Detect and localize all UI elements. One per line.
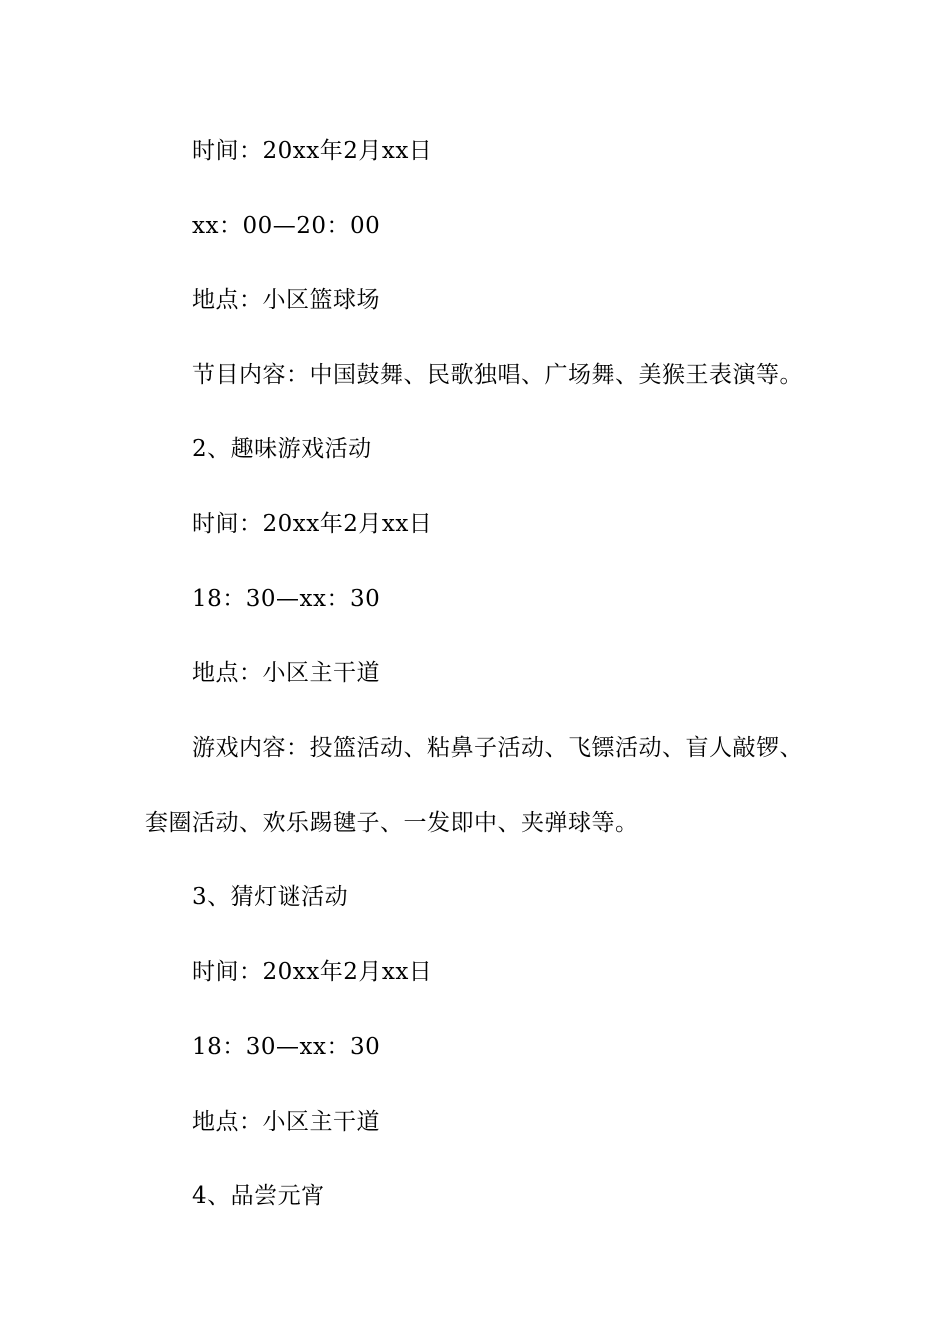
event-1-program-content: 节目内容：中国鼓舞、民歌独唱、广场舞、美猴王表演等。 <box>192 362 803 388</box>
event-2-time-date: 时间：20xx年2月xx日 <box>192 511 433 537</box>
event-3-time-date: 时间：20xx年2月xx日 <box>192 959 433 985</box>
event-2-game-content: 游戏内容：投篮活动、粘鼻子活动、飞镖活动、盲人敲锣、 <box>192 735 803 761</box>
event-1-location: 地点：小区篮球场 <box>192 287 380 313</box>
event-2-location: 地点：小区主干道 <box>192 660 380 686</box>
event-1-time-date: 时间：20xx年2月xx日 <box>192 138 433 164</box>
section-heading-lantern-riddles: 3、猜灯谜活动 <box>192 884 349 910</box>
event-3-location: 地点：小区主干道 <box>192 1109 380 1135</box>
event-3-time-range: 18：30—xx：30 <box>192 1034 381 1060</box>
event-2-game-content-continued: 套圈活动、欢乐踢毽子、一发即中、夹弹球等。 <box>145 810 639 836</box>
event-1-time-range: xx：00—20：00 <box>192 213 381 239</box>
section-heading-games: 2、趣味游戏活动 <box>192 436 372 462</box>
event-2-time-range: 18：30—xx：30 <box>192 586 381 612</box>
section-heading-yuanxiao-tasting: 4、品尝元宵 <box>192 1183 325 1209</box>
